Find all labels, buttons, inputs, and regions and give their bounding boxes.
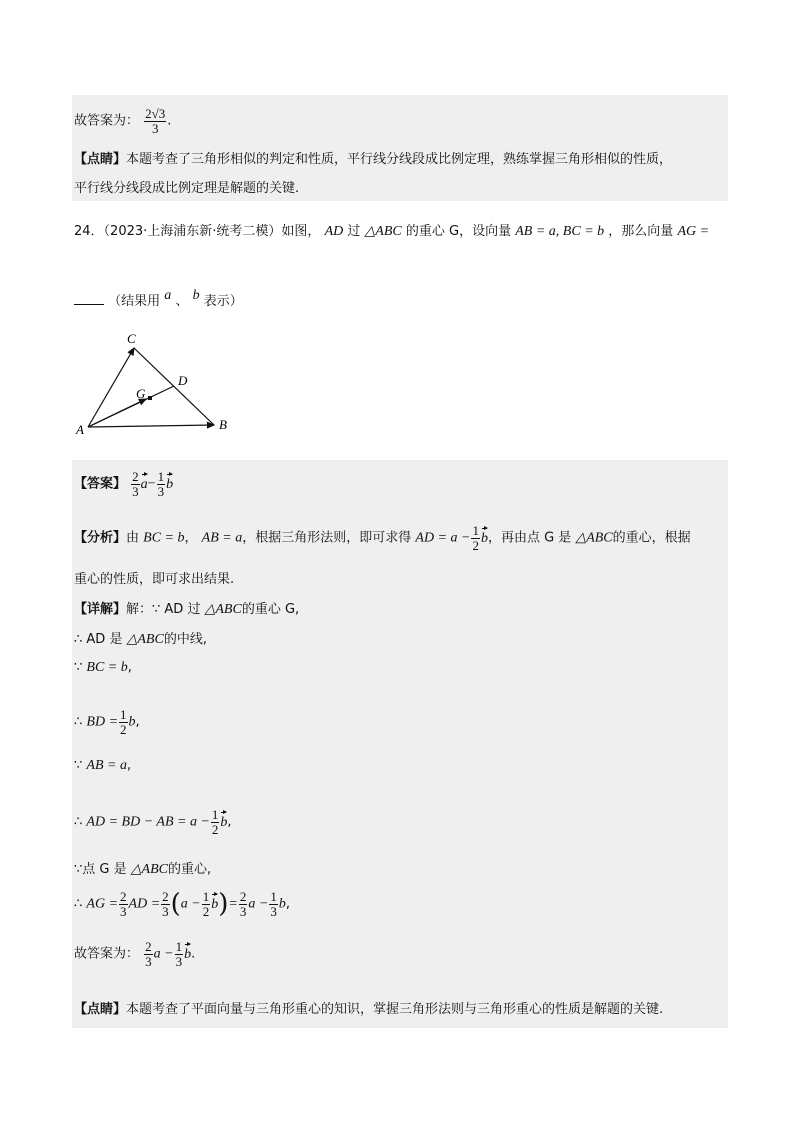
ag-fraction-2: $\frac{2}{3}$ bbox=[162, 889, 169, 919]
question-line1: 24．（2023·上海浦东新·统考二模）如图， AD 过 △ABC 的重心 G，设向量 AB = a, BC = b ，那么向量 AG = bbox=[74, 224, 710, 239]
detail-line7: ∵点 G 是 △ABC的重心, bbox=[74, 862, 212, 877]
detail-bd-fraction: $\frac{1}{2}$ bbox=[120, 707, 127, 737]
ag-result-fraction-1: $\frac{2}{3}$ bbox=[239, 889, 247, 919]
detail-line1: 【详解】解：∵ AD 过 △ABC的重心 G, bbox=[74, 602, 300, 617]
detail-line8: ∴ AG = $\frac{2}{3}$ AD = $\frac{2}{3}$ (a − $\frac{1}{2}$ b)= $\frac{2}{3}$ a − $\frac{1}{3}$ b, bbox=[74, 889, 290, 920]
label-b: B bbox=[219, 417, 227, 432]
label-c: C bbox=[127, 331, 136, 346]
question-line2: （结果用 a 、 b 表示） bbox=[74, 288, 243, 309]
answer-fraction-1: $\frac{2}{3}$ bbox=[132, 469, 139, 499]
detail-line6: ∴ AD = BD − AB = a − $\frac{1}{2}$ b, bbox=[74, 807, 232, 837]
detail-ad-fraction: $\frac{1}{2}$ bbox=[211, 807, 219, 837]
detail-line3: ∵ BC = b, bbox=[74, 660, 132, 675]
detail-line2: ∴ AD 是 △ABC的中线, bbox=[74, 632, 207, 647]
previous-answer-fraction: $\frac{2√3}{3}$ bbox=[145, 106, 166, 136]
previous-comment-line2: 平行线分线段成比例定理是解题的关键. bbox=[74, 181, 300, 196]
comment-line: 【点睛】本题考查了平面向量与三角形重心的知识，掌握三角形法则与三角形重心的性质是解题的关键. bbox=[74, 1002, 664, 1017]
analysis-line2: 重心的性质，即可求出结果. bbox=[74, 572, 235, 587]
label-g: G bbox=[136, 386, 146, 401]
answer-blank[interactable] bbox=[74, 292, 104, 305]
label-d: D bbox=[178, 373, 188, 388]
segment-ab bbox=[88, 425, 214, 427]
final-fraction-1: $\frac{2}{3}$ bbox=[145, 939, 152, 969]
triangle-figure bbox=[74, 328, 244, 440]
ag-inner-fraction: $\frac{1}{2}$ bbox=[202, 889, 210, 919]
ag-result-fraction-2: $\frac{1}{3}$ bbox=[270, 889, 277, 919]
answer-fraction-2: $\frac{1}{3}$ bbox=[157, 469, 165, 499]
segment-ac bbox=[88, 348, 134, 427]
label-a: A bbox=[76, 422, 84, 437]
detail-line5: ∵ AB = a, bbox=[74, 758, 132, 773]
final-answer-line: 故答案为： $\frac{2}{3}$ a − $\frac{1}{3}$ b. bbox=[74, 939, 196, 969]
answer-line: 【答案】 $\frac{2}{3}$ a− $\frac{1}{3}$ b bbox=[74, 469, 174, 499]
analysis-line1: 【分析】由 BC = b， AB = a，根据三角形法则，即可求得 AD = a − $\frac{1}{2}$ b，再由点 G 是 △ABC的重心，根据 bbox=[74, 523, 691, 553]
previous-answer-line: 故答案为： $\frac{2√3}{3}$ . bbox=[74, 106, 172, 136]
open-paren: ( bbox=[170, 889, 181, 920]
centroid-point bbox=[148, 396, 152, 400]
final-fraction-2: $\frac{1}{3}$ bbox=[175, 939, 183, 969]
close-paren: ) bbox=[218, 889, 229, 920]
detail-line4: ∴ BD = $\frac{1}{2}$ b, bbox=[74, 707, 140, 737]
ag-fraction-1: $\frac{2}{3}$ bbox=[120, 889, 127, 919]
analysis-fraction: $\frac{1}{2}$ bbox=[472, 523, 479, 553]
previous-comment-line1: 【点睛】本题考查了三角形相似的判定和性质，平行线分线段成比例定理，熟练掌握三角形相似的性质， bbox=[74, 152, 673, 167]
